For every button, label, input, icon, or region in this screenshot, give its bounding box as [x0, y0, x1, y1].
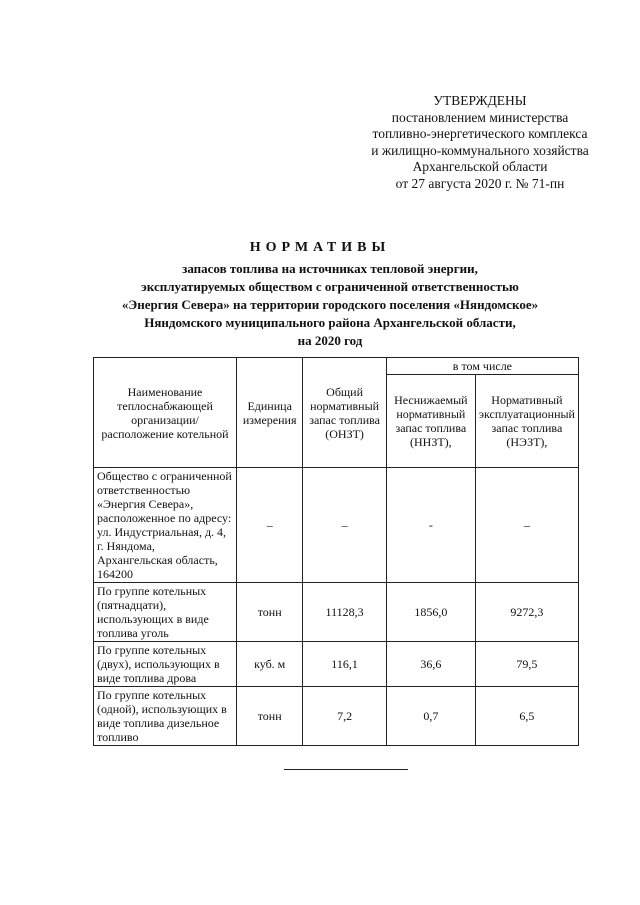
row-nezt: 9272,3 — [475, 583, 578, 642]
subtitle-line: запасов топлива на источниках тепловой энергии, — [182, 261, 478, 276]
row-name: По группе котельных (двух), использующих в виде топлива дрова — [94, 642, 237, 687]
row-name: По группе котельных (одной), использующих в виде топлива дизельное топливо — [94, 687, 237, 746]
header-nnzt: Неснижаемый нормативный запас топлива (ННЗТ), — [386, 375, 475, 468]
header-name: Наименование теплоснабжающей организации/ расположение котельной — [94, 358, 237, 468]
subtitle-line: Няндомского муниципального района Архангельской области, — [144, 315, 516, 330]
row-unit: тонн — [237, 687, 303, 746]
approval-line: Архангельской области — [412, 159, 548, 174]
row-name: По группе котельных (пятнадцати), использующих в виде топлива уголь — [94, 583, 237, 642]
row-nezt: 6,5 — [475, 687, 578, 746]
row-total: 7,2 — [303, 687, 386, 746]
header-unit: Единица измерения — [237, 358, 303, 468]
header-including: в том числе — [386, 358, 578, 375]
norms-table — [93, 357, 579, 746]
approval-line: постановлением министерства — [391, 109, 569, 125]
approval-block — [340, 93, 620, 192]
row-nezt: 79,5 — [475, 642, 578, 687]
document-subtitle — [70, 260, 590, 350]
row-total: 11128,3 — [303, 583, 386, 642]
approval-line: и жилищно-коммунального хозяйства — [371, 142, 589, 158]
row-nnzt: - — [386, 468, 475, 583]
row-nnzt: 1856,0 — [386, 583, 475, 642]
header-total: Общий нормативный запас топлива (ОНЗТ) — [303, 358, 386, 468]
table-header-row — [94, 358, 579, 375]
row-total: – — [303, 468, 386, 583]
table-row — [94, 583, 579, 642]
table-row — [94, 642, 579, 687]
row-nnzt: 36,6 — [386, 642, 475, 687]
row-nnzt: 0,7 — [386, 687, 475, 746]
approval-line: УТВЕРЖДЕНЫ — [433, 93, 527, 108]
subtitle-line: эксплуатируемых обществом с ограниченной ответственностью — [141, 279, 519, 294]
table-row — [94, 687, 579, 746]
row-unit: куб. м — [237, 642, 303, 687]
row-name: Общество с ограниченной ответственностью «Энергия Севера», расположенное по адресу: ул. Индустриальная, д. 4, г. Няндома, Архангельская область, 164200 — [94, 468, 237, 583]
row-unit: – — [237, 468, 303, 583]
table-row — [94, 468, 579, 583]
header-nezt: Нормативный эксплуатационный запас топлива (НЭЗТ), — [475, 375, 578, 468]
row-unit: тонн — [237, 583, 303, 642]
subtitle-line: на 2020 год — [297, 333, 363, 348]
row-total: 116,1 — [303, 642, 386, 687]
approval-line: от 27 августа 2020 г. № 71-пн — [395, 175, 565, 191]
subtitle-line: «Энергия Севера» на территории городского поселения «Няндомское» — [121, 297, 539, 312]
document-title: НОРМАТИВЫ — [249, 240, 391, 255]
row-nezt: – — [475, 468, 578, 583]
approval-line: топливно-энергетического комплекса — [372, 126, 588, 141]
closing-rule — [284, 769, 408, 770]
